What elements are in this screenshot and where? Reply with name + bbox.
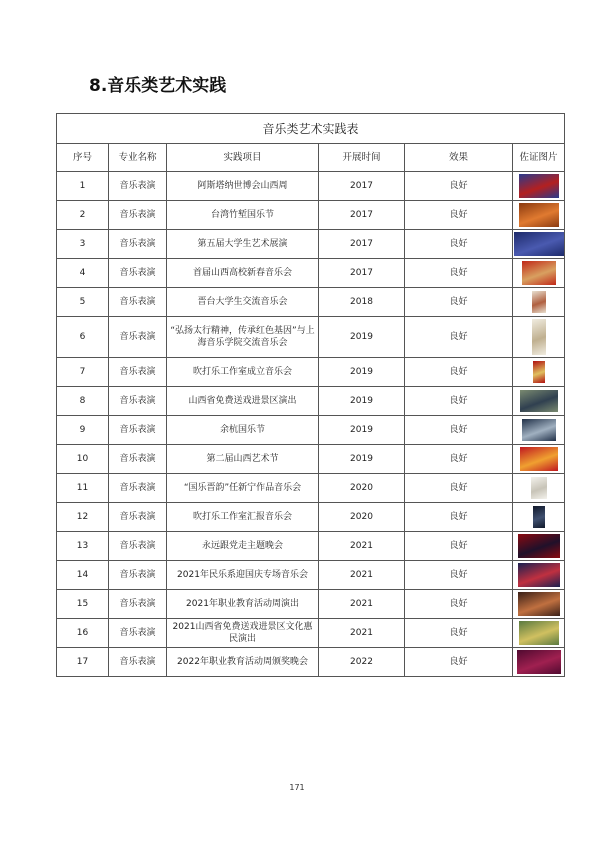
cell-effect: 良好 bbox=[405, 532, 513, 561]
cell-major: 音乐表演 bbox=[109, 317, 167, 358]
table-row bbox=[57, 503, 565, 532]
cell-major: 音乐表演 bbox=[109, 201, 167, 230]
cell-photo bbox=[513, 387, 565, 416]
cell-no: 11 bbox=[57, 474, 109, 503]
header-effect: 效果 bbox=[405, 144, 513, 172]
cell-project: 阿斯塔纳世博会山西周 bbox=[167, 172, 319, 201]
music-practice-table bbox=[56, 113, 565, 677]
cell-no: 14 bbox=[57, 561, 109, 590]
table-row bbox=[57, 474, 565, 503]
cell-no: 1 bbox=[57, 172, 109, 201]
cell-year: 2017 bbox=[319, 230, 405, 259]
cell-photo bbox=[513, 561, 565, 590]
cell-project: 余杭国乐节 bbox=[167, 416, 319, 445]
header-photo: 佐证图片 bbox=[513, 144, 565, 172]
cell-photo bbox=[513, 259, 565, 288]
table-row bbox=[57, 288, 565, 317]
cell-major: 音乐表演 bbox=[109, 474, 167, 503]
evidence-photo bbox=[520, 447, 558, 471]
cell-no: 12 bbox=[57, 503, 109, 532]
cell-effect: 良好 bbox=[405, 317, 513, 358]
cell-project: 首届山西高校新春音乐会 bbox=[167, 259, 319, 288]
cell-project: 山西省免费送戏进景区演出 bbox=[167, 387, 319, 416]
cell-effect: 良好 bbox=[405, 358, 513, 387]
cell-photo bbox=[513, 590, 565, 619]
cell-project: 第五届大学生艺术展演 bbox=[167, 230, 319, 259]
cell-major: 音乐表演 bbox=[109, 648, 167, 677]
cell-major: 音乐表演 bbox=[109, 445, 167, 474]
evidence-photo bbox=[514, 232, 564, 256]
evidence-photo bbox=[520, 390, 558, 412]
cell-no: 13 bbox=[57, 532, 109, 561]
header-date: 开展时间 bbox=[319, 144, 405, 172]
evidence-photo bbox=[518, 534, 560, 558]
cell-year: 2019 bbox=[319, 416, 405, 445]
cell-photo bbox=[513, 172, 565, 201]
cell-major: 音乐表演 bbox=[109, 230, 167, 259]
cell-photo bbox=[513, 474, 565, 503]
evidence-photo bbox=[533, 506, 545, 528]
cell-project: “弘扬太行精神，传承红色基因”与上海音乐学院交流音乐会 bbox=[167, 317, 319, 358]
cell-effect: 良好 bbox=[405, 416, 513, 445]
evidence-photo bbox=[519, 203, 559, 227]
cell-major: 音乐表演 bbox=[109, 358, 167, 387]
cell-effect: 良好 bbox=[405, 590, 513, 619]
cell-effect: 良好 bbox=[405, 503, 513, 532]
cell-year: 2020 bbox=[319, 503, 405, 532]
cell-effect: 良好 bbox=[405, 259, 513, 288]
table-row bbox=[57, 416, 565, 445]
evidence-photo bbox=[519, 621, 559, 645]
cell-year: 2021 bbox=[319, 619, 405, 648]
cell-year: 2019 bbox=[319, 317, 405, 358]
cell-effect: 良好 bbox=[405, 561, 513, 590]
cell-major: 音乐表演 bbox=[109, 288, 167, 317]
evidence-photo bbox=[531, 477, 547, 499]
table-row bbox=[57, 590, 565, 619]
cell-photo bbox=[513, 358, 565, 387]
evidence-photo bbox=[532, 291, 546, 313]
cell-no: 2 bbox=[57, 201, 109, 230]
evidence-photo bbox=[517, 650, 561, 674]
table-row bbox=[57, 201, 565, 230]
table-row bbox=[57, 358, 565, 387]
cell-no: 7 bbox=[57, 358, 109, 387]
evidence-photo bbox=[532, 319, 546, 355]
cell-effect: 良好 bbox=[405, 387, 513, 416]
cell-no: 17 bbox=[57, 648, 109, 677]
page-number: 171 bbox=[289, 783, 305, 792]
header-project: 实践项目 bbox=[167, 144, 319, 172]
table-row bbox=[57, 387, 565, 416]
cell-major: 音乐表演 bbox=[109, 416, 167, 445]
cell-major: 音乐表演 bbox=[109, 259, 167, 288]
cell-effect: 良好 bbox=[405, 230, 513, 259]
cell-project: 晋台大学生交流音乐会 bbox=[167, 288, 319, 317]
cell-major: 音乐表演 bbox=[109, 503, 167, 532]
cell-photo bbox=[513, 619, 565, 648]
cell-year: 2018 bbox=[319, 288, 405, 317]
cell-year: 2017 bbox=[319, 172, 405, 201]
cell-year: 2020 bbox=[319, 474, 405, 503]
cell-no: 10 bbox=[57, 445, 109, 474]
cell-year: 2019 bbox=[319, 358, 405, 387]
cell-photo bbox=[513, 288, 565, 317]
evidence-photo bbox=[518, 563, 560, 587]
cell-project: 吹打乐工作室成立音乐会 bbox=[167, 358, 319, 387]
table-row bbox=[57, 172, 565, 201]
cell-effect: 良好 bbox=[405, 474, 513, 503]
evidence-photo bbox=[533, 361, 545, 383]
cell-project: 2022年职业教育活动周颁奖晚会 bbox=[167, 648, 319, 677]
cell-no: 4 bbox=[57, 259, 109, 288]
table-row bbox=[57, 648, 565, 677]
evidence-photo bbox=[522, 419, 556, 441]
table-row bbox=[57, 619, 565, 648]
cell-project: 第二届山西艺术节 bbox=[167, 445, 319, 474]
cell-year: 2022 bbox=[319, 648, 405, 677]
cell-photo bbox=[513, 317, 565, 358]
cell-no: 9 bbox=[57, 416, 109, 445]
cell-photo bbox=[513, 503, 565, 532]
cell-no: 3 bbox=[57, 230, 109, 259]
header-no: 序号 bbox=[57, 144, 109, 172]
table-row bbox=[57, 532, 565, 561]
cell-photo bbox=[513, 445, 565, 474]
cell-effect: 良好 bbox=[405, 445, 513, 474]
cell-year: 2017 bbox=[319, 201, 405, 230]
cell-effect: 良好 bbox=[405, 619, 513, 648]
section-heading: 8.音乐类艺术实践 bbox=[89, 76, 227, 96]
header-major: 专业名称 bbox=[109, 144, 167, 172]
cell-project: 吹打乐工作室汇报音乐会 bbox=[167, 503, 319, 532]
cell-project: 2021山西省免费送戏进景区文化惠民演出 bbox=[167, 619, 319, 648]
cell-major: 音乐表演 bbox=[109, 387, 167, 416]
table-row bbox=[57, 259, 565, 288]
cell-photo bbox=[513, 532, 565, 561]
cell-no: 15 bbox=[57, 590, 109, 619]
cell-photo bbox=[513, 648, 565, 677]
cell-major: 音乐表演 bbox=[109, 532, 167, 561]
cell-year: 2019 bbox=[319, 445, 405, 474]
cell-photo bbox=[513, 416, 565, 445]
cell-effect: 良好 bbox=[405, 648, 513, 677]
table-row bbox=[57, 561, 565, 590]
cell-year: 2021 bbox=[319, 561, 405, 590]
cell-major: 音乐表演 bbox=[109, 172, 167, 201]
cell-project: “国乐晋韵”任新宁作品音乐会 bbox=[167, 474, 319, 503]
table-row bbox=[57, 230, 565, 259]
cell-effect: 良好 bbox=[405, 288, 513, 317]
evidence-photo bbox=[522, 261, 556, 285]
cell-major: 音乐表演 bbox=[109, 561, 167, 590]
cell-project: 永远跟党走主题晚会 bbox=[167, 532, 319, 561]
cell-year: 2021 bbox=[319, 532, 405, 561]
table-row bbox=[57, 317, 565, 358]
cell-photo bbox=[513, 230, 565, 259]
evidence-photo bbox=[519, 174, 559, 198]
cell-year: 2017 bbox=[319, 259, 405, 288]
cell-no: 16 bbox=[57, 619, 109, 648]
cell-no: 8 bbox=[57, 387, 109, 416]
cell-effect: 良好 bbox=[405, 201, 513, 230]
cell-project: 2021年职业教育活动周演出 bbox=[167, 590, 319, 619]
cell-no: 6 bbox=[57, 317, 109, 358]
cell-year: 2021 bbox=[319, 590, 405, 619]
cell-year: 2019 bbox=[319, 387, 405, 416]
cell-major: 音乐表演 bbox=[109, 590, 167, 619]
table-caption: 音乐类艺术实践表 bbox=[57, 114, 565, 144]
cell-project: 2021年民乐系迎国庆专场音乐会 bbox=[167, 561, 319, 590]
cell-major: 音乐表演 bbox=[109, 619, 167, 648]
table-header-row bbox=[57, 144, 565, 172]
cell-project: 台湾竹堑国乐节 bbox=[167, 201, 319, 230]
cell-no: 5 bbox=[57, 288, 109, 317]
table-row bbox=[57, 445, 565, 474]
cell-effect: 良好 bbox=[405, 172, 513, 201]
cell-photo bbox=[513, 201, 565, 230]
evidence-photo bbox=[518, 592, 560, 616]
